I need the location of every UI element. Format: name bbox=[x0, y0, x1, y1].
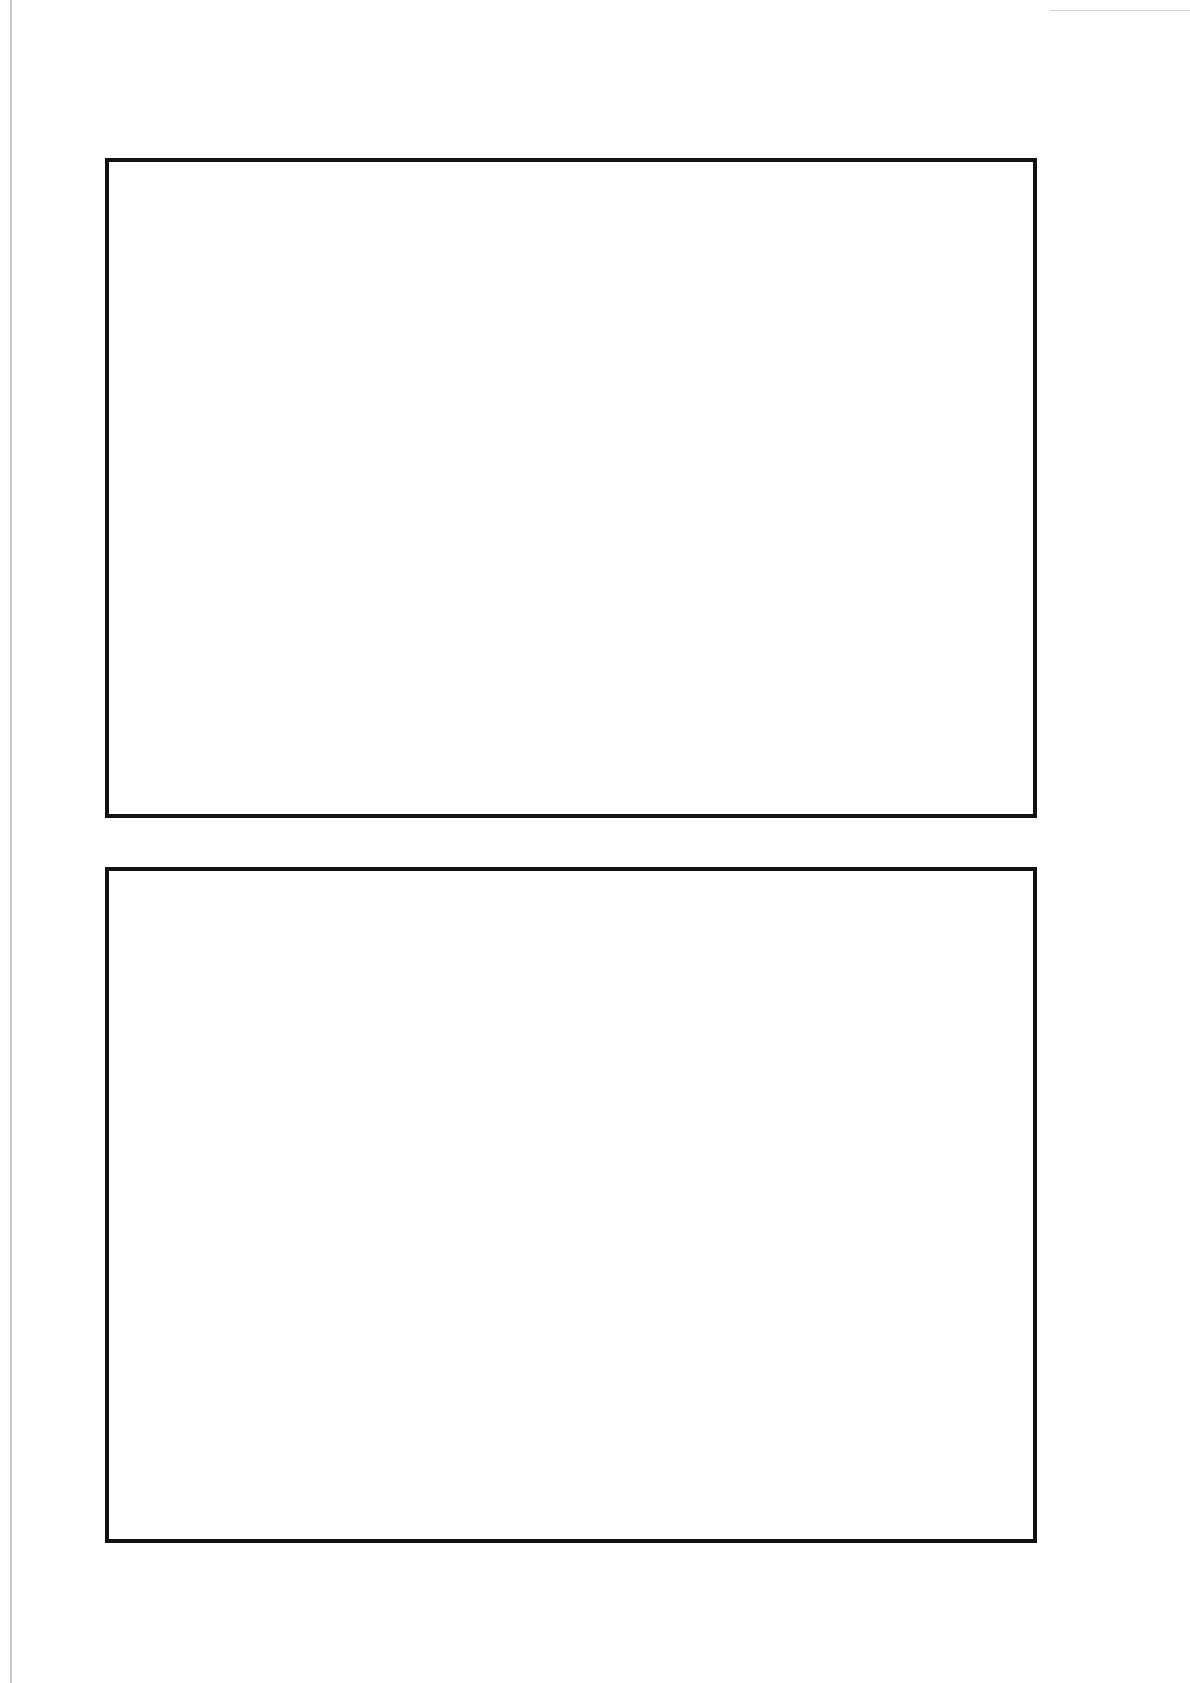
scan-top-rule bbox=[1050, 10, 1190, 11]
genealogy-sheet-bottom bbox=[105, 867, 1037, 1543]
genealogy-sheet-top bbox=[105, 158, 1037, 818]
scan-edge bbox=[10, 0, 12, 1683]
